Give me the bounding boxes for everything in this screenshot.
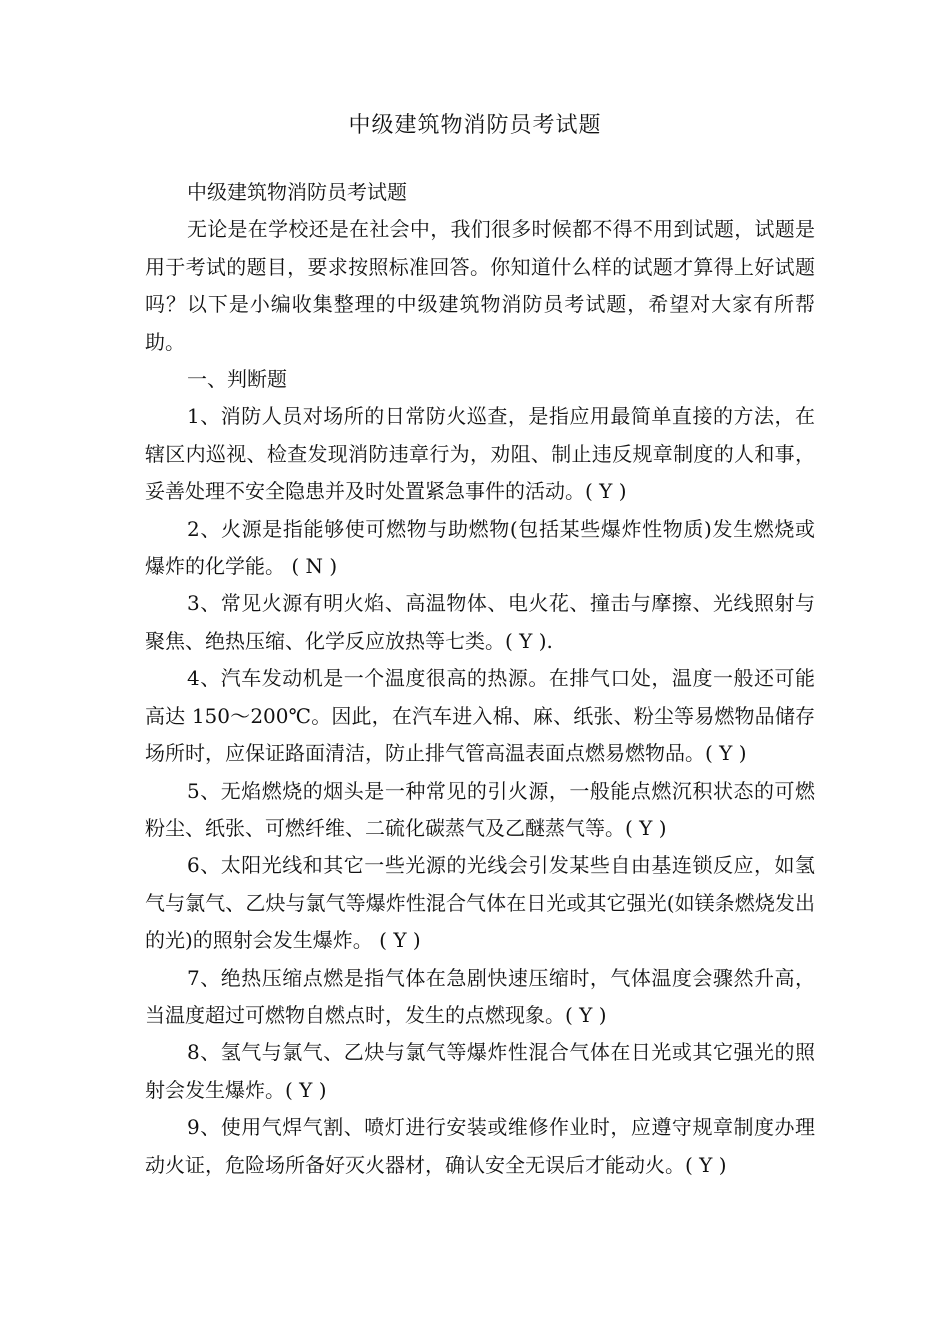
question-4: 4、汽车发动机是一个温度很高的热源。在排气口处，温度一般还可能高达 150～200℃。因此，在汽车进入棉、麻、纸张、粉尘等易燃物品储存场所时，应保证路面清洁，防止排气管高温表面点燃易燃物品。( Y ) [145, 666, 815, 766]
question-5: 5、无焰燃烧的烟头是一种常见的引火源，一般能点燃沉积状态的可燃粉尘、纸张、可燃纤维、二硫化碳蒸气及乙醚蒸气等。( Y ) [145, 778, 815, 840]
question-8: 8、氢气与氯气、乙炔与氯气等爆炸性混合气体在日光或其它强光的照射会发生爆炸。( Y ) [145, 1040, 815, 1102]
section-heading: 一、判断题 [187, 367, 287, 392]
question-2: 2、火源是指能够使可燃物与助燃物(包括某些爆炸性物质)发生燃烧或爆炸的化学能。 ( N ) [145, 516, 815, 579]
document-title: 中级建筑物消防员考试题 [348, 113, 602, 138]
question-9: 9、使用气焊气割、喷灯进行安装或维修作业时，应遵守规章制度办理动火证，危险场所备好灭火器材，确认安全无误后才能动火。( Y ) [145, 1115, 815, 1177]
intro-paragraph: 无论是在学校还是在社会中，我们很多时候都不得不用到试题，试题是用于考试的题目，要求按照标准回答。你知道什么样的试题才算得上好试题吗？以下是小编收集整理的中级建筑物消防员考试题，希望对大家有所帮助。 [145, 217, 815, 354]
question-3: 3、常见火源有明火焰、高温物体、电火花、撞击与摩擦、光线照射与聚焦、绝热压缩、化学反应放热等七类。( Y ). [145, 591, 815, 653]
question-1: 1、消防人员对场所的日常防火巡查，是指应用最简单直接的方法，在辖区内巡视、检查发现消防违章行为，劝阻、制止违反规章制度的人和事，妥善处理不安全隐患并及时处置紧急事件的活动。( Y ) [145, 404, 815, 504]
document-body [145, 174, 815, 1184]
question-7: 7、绝热压缩点燃是指气体在急剧快速压缩时，气体温度会骤然升高，当温度超过可燃物自燃点时，发生的点燃现象。( Y ) [145, 965, 815, 1027]
subtitle-paragraph: 中级建筑物消防员考试题 [187, 180, 407, 204]
question-6: 6、太阳光线和其它一些光源的光线会引发某些自由基连锁反应，如氢气与氯气、乙炔与氯气等爆炸性混合气体在日光或其它强光(如镁条燃烧发出的光)的照射会发生爆炸。 ( Y ) [145, 853, 815, 953]
